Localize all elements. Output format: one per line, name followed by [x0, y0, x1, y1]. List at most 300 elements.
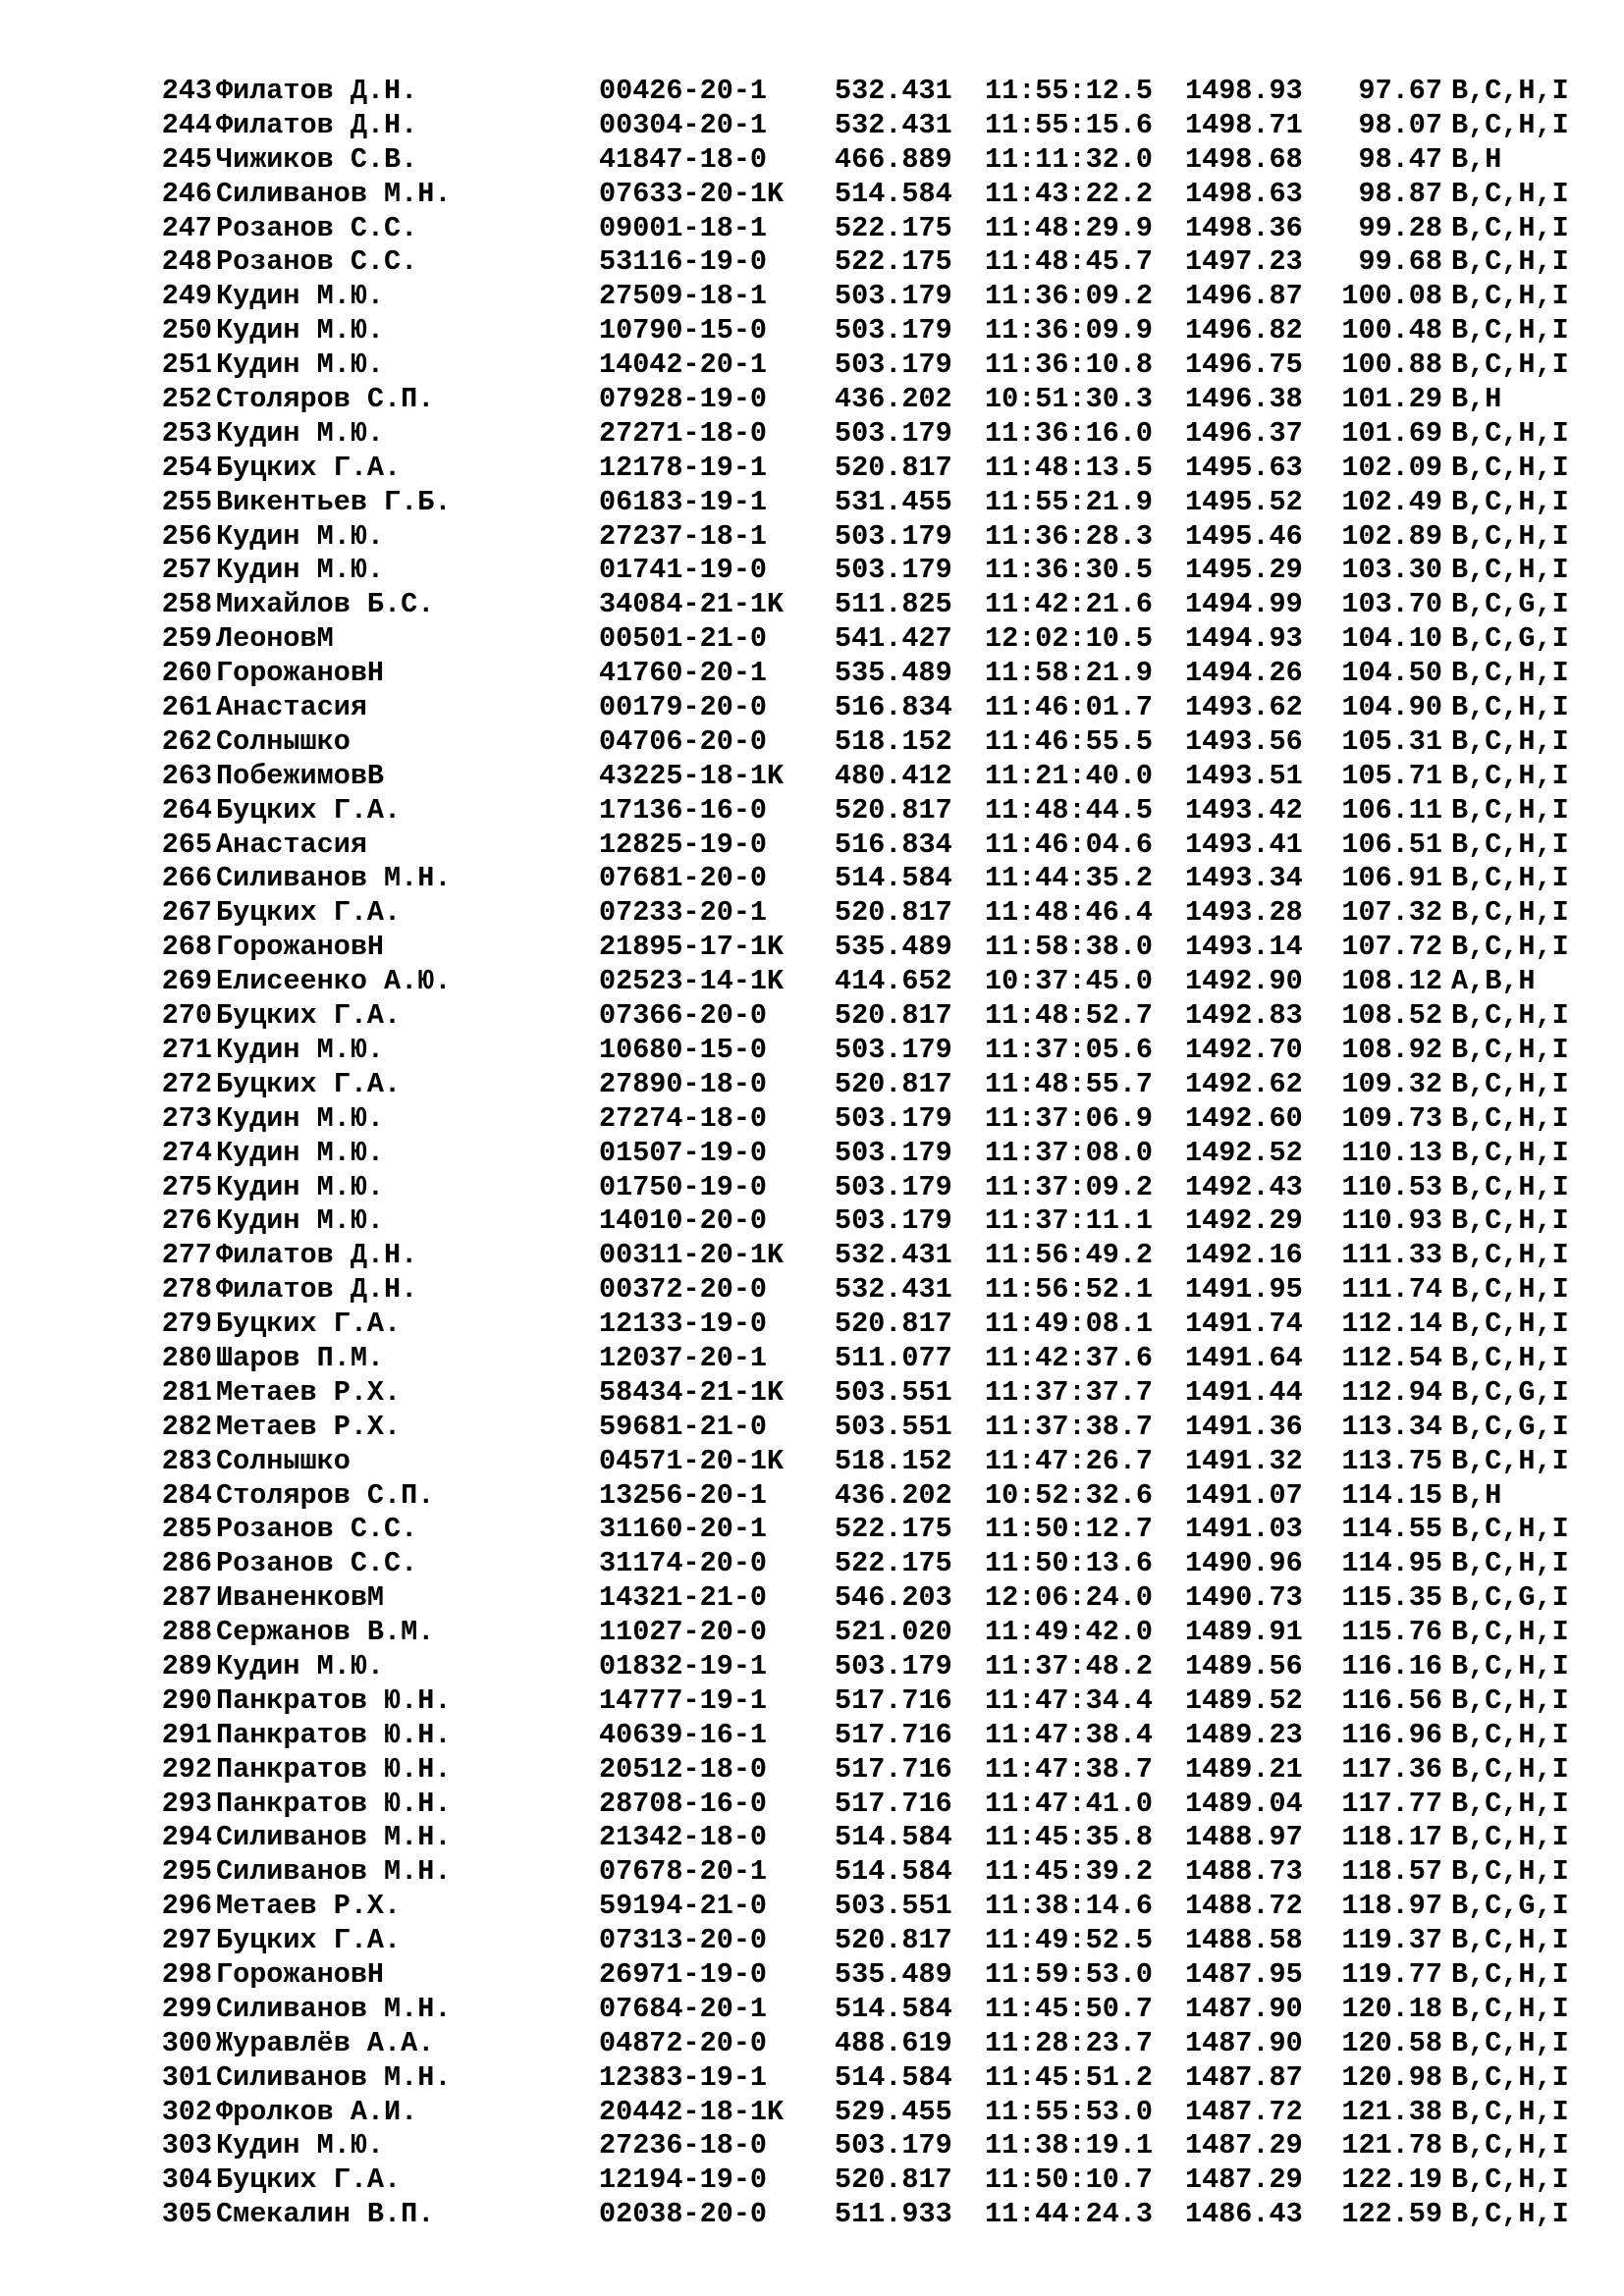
- table-row: [145, 965, 1589, 999]
- coefficient: 111.33: [1341, 1239, 1442, 1272]
- speed: 1487.90: [1185, 1992, 1303, 2025]
- coefficient: 109.73: [1341, 1101, 1442, 1135]
- coefficient: 114.55: [1341, 1513, 1442, 1546]
- ring-id: 21895-17-1K: [599, 931, 785, 964]
- ring-id: 07633-20-1K: [599, 177, 785, 210]
- place-number: 264: [161, 793, 212, 827]
- ring-id: 07681-20-0: [599, 862, 768, 895]
- category-flags: B,C,H,I: [1451, 2060, 1569, 2094]
- speed: 1491.07: [1185, 1478, 1303, 1512]
- table-row: [145, 1719, 1589, 1753]
- ring-id: 14010-20-0: [599, 1204, 768, 1238]
- participant-name: Панкратов Ю.Н.: [216, 1683, 452, 1717]
- speed: 1494.26: [1185, 657, 1303, 690]
- place-number: 248: [161, 245, 212, 279]
- participant-name: ГорожановН: [216, 1957, 385, 1991]
- ring-id: 06183-19-1: [599, 485, 768, 518]
- coefficient: 116.96: [1341, 1718, 1442, 1751]
- coefficient: 107.72: [1341, 931, 1442, 964]
- participant-name: Кудин М.Ю.: [216, 519, 385, 553]
- distance: 521.020: [835, 1616, 952, 1649]
- distance: 532.431: [835, 1239, 952, 1272]
- speed: 1491.03: [1185, 1513, 1303, 1546]
- participant-name: Кудин М.Ю.: [216, 554, 385, 587]
- table-row: [145, 1308, 1589, 1342]
- participant-name: Кудин М.Ю.: [216, 348, 385, 382]
- place-number: 285: [161, 1513, 212, 1546]
- category-flags: B,C,H,I: [1451, 554, 1569, 587]
- arrival-time: 11:28:23.7: [985, 2026, 1154, 2059]
- category-flags: B,C,H,I: [1451, 2095, 1569, 2128]
- speed: 1491.44: [1185, 1375, 1303, 1409]
- arrival-time: 11:50:10.7: [985, 2163, 1154, 2197]
- participant-name: Кудин М.Ю.: [216, 416, 385, 450]
- coefficient: 110.93: [1341, 1204, 1442, 1238]
- arrival-time: 11:37:08.0: [985, 1136, 1154, 1169]
- place-number: 301: [161, 2060, 212, 2094]
- coefficient: 119.77: [1341, 1957, 1442, 1991]
- speed: 1496.87: [1185, 280, 1303, 313]
- arrival-time: 11:48:13.5: [985, 451, 1154, 484]
- ring-id: 26971-19-0: [599, 1957, 768, 1991]
- table-row: [145, 691, 1589, 725]
- arrival-time: 11:37:48.2: [985, 1649, 1154, 1682]
- distance: 514.584: [835, 1821, 952, 1854]
- table-row: [145, 588, 1589, 622]
- table-row: [145, 931, 1589, 965]
- place-number: 268: [161, 931, 212, 964]
- place-number: 273: [161, 1101, 212, 1135]
- arrival-time: 11:44:35.2: [985, 862, 1154, 895]
- participant-name: Солнышко: [216, 1444, 351, 1477]
- coefficient: 106.51: [1341, 828, 1442, 861]
- distance: 514.584: [835, 1992, 952, 2025]
- place-number: 247: [161, 211, 212, 244]
- arrival-time: 11:47:26.7: [985, 1444, 1154, 1477]
- table-row: [145, 760, 1589, 794]
- category-flags: B,C,G,I: [1451, 622, 1569, 656]
- distance: 522.175: [835, 211, 952, 244]
- table-row: [145, 1890, 1589, 1924]
- place-number: 304: [161, 2163, 212, 2197]
- participant-name: Шаров П.М.: [216, 1341, 385, 1374]
- speed: 1489.04: [1185, 1787, 1303, 1820]
- place-number: 250: [161, 314, 212, 347]
- ring-id: 07233-20-1: [599, 896, 768, 930]
- coefficient: 104.90: [1341, 691, 1442, 724]
- category-flags: B,C,H,I: [1451, 862, 1569, 895]
- coefficient: 106.11: [1341, 793, 1442, 827]
- table-row: [145, 1445, 1589, 1479]
- ring-id: 14777-19-1: [599, 1683, 768, 1717]
- arrival-time: 11:21:40.0: [985, 759, 1154, 792]
- distance: 503.551: [835, 1375, 952, 1409]
- distance: 532.431: [835, 108, 952, 141]
- table-row: [145, 1855, 1589, 1890]
- participant-name: Буцких Г.А.: [216, 999, 402, 1033]
- ring-id: 40639-16-1: [599, 1718, 768, 1751]
- place-number: 245: [161, 142, 212, 176]
- distance: 546.203: [835, 1581, 952, 1615]
- table-row: [145, 2163, 1589, 2198]
- distance: 522.175: [835, 1547, 952, 1580]
- ring-id: 27509-18-1: [599, 280, 768, 313]
- participant-name: Силиванов М.Н.: [216, 1821, 452, 1854]
- participant-name: Розанов С.С.: [216, 211, 418, 244]
- place-number: 296: [161, 1890, 212, 1923]
- speed: 1492.29: [1185, 1204, 1303, 1238]
- distance: 516.834: [835, 828, 952, 861]
- arrival-time: 11:48:29.9: [985, 211, 1154, 244]
- arrival-time: 11:42:37.6: [985, 1341, 1154, 1374]
- arrival-time: 11:58:38.0: [985, 931, 1154, 964]
- table-row: [145, 1616, 1589, 1650]
- speed: 1490.73: [1185, 1581, 1303, 1615]
- coefficient: 112.14: [1341, 1308, 1442, 1341]
- ring-id: 02038-20-0: [599, 2198, 768, 2231]
- table-row: [145, 1204, 1589, 1239]
- table-row: [145, 1788, 1589, 1822]
- participant-name: Столяров С.П.: [216, 1478, 435, 1512]
- coefficient: 101.29: [1341, 383, 1442, 416]
- table-row: [145, 1342, 1589, 1376]
- table-row: [145, 554, 1589, 588]
- arrival-time: 12:02:10.5: [985, 622, 1154, 656]
- category-flags: B,C,H,I: [1451, 75, 1569, 107]
- coefficient: 112.54: [1341, 1341, 1442, 1374]
- distance: 517.716: [835, 1683, 952, 1717]
- category-flags: B,C,H,I: [1451, 1992, 1569, 2025]
- coefficient: 105.31: [1341, 724, 1442, 758]
- arrival-time: 10:51:30.3: [985, 383, 1154, 416]
- participant-name: Силиванов М.Н.: [216, 862, 452, 895]
- coefficient: 122.59: [1341, 2198, 1442, 2231]
- arrival-time: 11:48:55.7: [985, 1067, 1154, 1100]
- arrival-time: 11:36:28.3: [985, 519, 1154, 553]
- place-number: 258: [161, 588, 212, 621]
- category-flags: B,C,H,I: [1451, 211, 1569, 244]
- participant-name: Кудин М.Ю.: [216, 1033, 385, 1066]
- table-row: [145, 417, 1589, 452]
- category-flags: B,C,H,I: [1451, 1752, 1569, 1786]
- arrival-time: 11:55:53.0: [985, 2095, 1154, 2128]
- place-number: 265: [161, 828, 212, 861]
- coefficient: 103.70: [1341, 588, 1442, 621]
- speed: 1492.43: [1185, 1170, 1303, 1203]
- category-flags: B,C,H,I: [1451, 280, 1569, 313]
- table-row: [145, 1581, 1589, 1616]
- coefficient: 110.53: [1341, 1170, 1442, 1203]
- arrival-time: 11:37:06.9: [985, 1101, 1154, 1135]
- ring-id: 34084-21-1K: [599, 588, 785, 621]
- coefficient: 105.71: [1341, 759, 1442, 792]
- category-flags: B,C,H,I: [1451, 177, 1569, 210]
- arrival-time: 11:42:21.6: [985, 588, 1154, 621]
- speed: 1496.38: [1185, 383, 1303, 416]
- arrival-time: 11:11:32.0: [985, 142, 1154, 176]
- category-flags: B,C,H,I: [1451, 724, 1569, 758]
- place-number: 303: [161, 2129, 212, 2163]
- distance: 503.179: [835, 348, 952, 382]
- category-flags: B,C,H,I: [1451, 2026, 1569, 2059]
- arrival-time: 11:49:42.0: [985, 1616, 1154, 1649]
- table-row: [145, 383, 1589, 417]
- coefficient: 120.98: [1341, 2060, 1442, 2094]
- participant-name: ИваненковМ: [216, 1581, 385, 1615]
- speed: 1494.93: [1185, 622, 1303, 656]
- participant-name: Буцких Г.А.: [216, 1067, 402, 1100]
- table-row: [145, 896, 1589, 931]
- ring-id: 43225-18-1K: [599, 759, 785, 792]
- arrival-time: 11:55:15.6: [985, 108, 1154, 141]
- arrival-time: 11:46:01.7: [985, 691, 1154, 724]
- coefficient: 121.78: [1341, 2129, 1442, 2163]
- speed: 1493.28: [1185, 896, 1303, 930]
- distance: 541.427: [835, 622, 952, 656]
- participant-name: Анастасия: [216, 691, 367, 724]
- arrival-time: 10:37:45.0: [985, 965, 1154, 998]
- place-number: 293: [161, 1787, 212, 1820]
- distance: 520.817: [835, 793, 952, 827]
- speed: 1492.83: [1185, 999, 1303, 1033]
- coefficient: 100.48: [1341, 314, 1442, 347]
- category-flags: B,C,H,I: [1451, 896, 1569, 930]
- arrival-time: 11:48:44.5: [985, 793, 1154, 827]
- place-number: 262: [161, 724, 212, 758]
- arrival-time: 11:47:38.4: [985, 1718, 1154, 1751]
- place-number: 298: [161, 1957, 212, 1991]
- coefficient: 99.68: [1358, 245, 1442, 279]
- distance: 436.202: [835, 1478, 952, 1512]
- arrival-time: 11:37:37.7: [985, 1375, 1154, 1409]
- distance: 532.431: [835, 1273, 952, 1307]
- ring-id: 12037-20-1: [599, 1341, 768, 1374]
- distance: 503.551: [835, 1410, 952, 1443]
- coefficient: 98.87: [1358, 177, 1442, 210]
- participant-name: Анастасия: [216, 828, 367, 861]
- distance: 480.412: [835, 759, 952, 792]
- place-number: 261: [161, 691, 212, 724]
- ring-id: 14042-20-1: [599, 348, 768, 382]
- arrival-time: 11:36:16.0: [985, 416, 1154, 450]
- table-row: [145, 245, 1589, 280]
- distance: 520.817: [835, 999, 952, 1033]
- participant-name: Чижиков С.В.: [216, 142, 418, 176]
- speed: 1488.73: [1185, 1855, 1303, 1889]
- speed: 1488.97: [1185, 1821, 1303, 1854]
- table-row: [145, 1753, 1589, 1788]
- coefficient: 120.58: [1341, 2026, 1442, 2059]
- coefficient: 108.52: [1341, 999, 1442, 1033]
- distance: 503.551: [835, 1890, 952, 1923]
- participant-name: Розанов С.С.: [216, 1547, 418, 1580]
- participant-name: Силиванов М.Н.: [216, 1992, 452, 2025]
- place-number: 272: [161, 1067, 212, 1100]
- table-row: [145, 1547, 1589, 1581]
- table-row: [145, 1513, 1589, 1547]
- ring-id: 04872-20-0: [599, 2026, 768, 2059]
- speed: 1488.58: [1185, 1924, 1303, 1957]
- speed: 1497.23: [1185, 245, 1303, 279]
- coefficient: 102.89: [1341, 519, 1442, 553]
- arrival-time: 11:36:10.8: [985, 348, 1154, 382]
- speed: 1492.16: [1185, 1239, 1303, 1272]
- arrival-time: 11:50:12.7: [985, 1513, 1154, 1546]
- speed: 1491.74: [1185, 1308, 1303, 1341]
- participant-name: Панкратов Ю.Н.: [216, 1752, 452, 1786]
- speed: 1490.96: [1185, 1547, 1303, 1580]
- distance: 514.584: [835, 1855, 952, 1889]
- speed: 1489.21: [1185, 1752, 1303, 1786]
- speed: 1492.60: [1185, 1101, 1303, 1135]
- category-flags: B,C,H,I: [1451, 657, 1569, 690]
- arrival-time: 11:47:38.7: [985, 1752, 1154, 1786]
- place-number: 289: [161, 1649, 212, 1682]
- place-number: 269: [161, 965, 212, 998]
- arrival-time: 11:43:22.2: [985, 177, 1154, 210]
- coefficient: 119.37: [1341, 1924, 1442, 1957]
- table-row: [145, 1479, 1589, 1514]
- place-number: 288: [161, 1616, 212, 1649]
- coefficient: 115.35: [1341, 1581, 1442, 1615]
- speed: 1491.32: [1185, 1444, 1303, 1477]
- speed: 1487.90: [1185, 2026, 1303, 2059]
- coefficient: 114.95: [1341, 1547, 1442, 1580]
- arrival-time: 11:56:52.1: [985, 1273, 1154, 1307]
- distance: 517.716: [835, 1752, 952, 1786]
- table-row: [145, 1239, 1589, 1273]
- ring-id: 01832-19-1: [599, 1649, 768, 1682]
- distance: 520.817: [835, 2163, 952, 2197]
- coefficient: 108.12: [1341, 965, 1442, 998]
- table-row: [145, 314, 1589, 348]
- coefficient: 118.97: [1341, 1890, 1442, 1923]
- table-row: [145, 1034, 1589, 1068]
- arrival-time: 11:45:39.2: [985, 1855, 1154, 1889]
- place-number: 244: [161, 108, 212, 141]
- speed: 1493.34: [1185, 862, 1303, 895]
- table-row: [145, 862, 1589, 896]
- participant-name: Сержанов В.М.: [216, 1616, 435, 1649]
- participant-name: Кудин М.Ю.: [216, 1649, 385, 1682]
- table-row: [145, 109, 1589, 143]
- category-flags: A,B,H: [1451, 965, 1536, 998]
- speed: 1488.72: [1185, 1890, 1303, 1923]
- table-row: [145, 2129, 1589, 2163]
- participant-name: Розанов С.С.: [216, 245, 418, 279]
- distance: 414.652: [835, 965, 952, 998]
- participant-name: Розанов С.С.: [216, 1513, 418, 1546]
- place-number: 267: [161, 896, 212, 930]
- coefficient: 106.91: [1341, 862, 1442, 895]
- participant-name: Буцких Г.А.: [216, 451, 402, 484]
- place-number: 249: [161, 280, 212, 313]
- speed: 1491.64: [1185, 1341, 1303, 1374]
- distance: 522.175: [835, 1513, 952, 1546]
- category-flags: B,C,H,I: [1451, 1033, 1569, 1066]
- ring-id: 27237-18-1: [599, 519, 768, 553]
- distance: 503.179: [835, 1649, 952, 1682]
- participant-name: Буцких Г.А.: [216, 1308, 402, 1341]
- coefficient: 104.50: [1341, 657, 1442, 690]
- arrival-time: 11:48:52.7: [985, 999, 1154, 1033]
- category-flags: B,C,H,I: [1451, 519, 1569, 553]
- ring-id: 21342-18-0: [599, 1821, 768, 1854]
- coefficient: 118.17: [1341, 1821, 1442, 1854]
- place-number: 274: [161, 1136, 212, 1169]
- place-number: 275: [161, 1170, 212, 1203]
- participant-name: Силиванов М.Н.: [216, 2060, 452, 2094]
- table-row: [145, 1958, 1589, 1993]
- category-flags: B,C,H,I: [1451, 1787, 1569, 1820]
- coefficient: 97.67: [1358, 75, 1442, 107]
- table-row: [145, 725, 1589, 760]
- speed: 1498.93: [1185, 75, 1303, 107]
- category-flags: B,C,H,I: [1451, 1136, 1569, 1169]
- ring-id: 27274-18-0: [599, 1101, 768, 1135]
- distance: 503.179: [835, 554, 952, 587]
- distance: 514.584: [835, 862, 952, 895]
- ring-id: 09001-18-1: [599, 211, 768, 244]
- participant-name: Буцких Г.А.: [216, 896, 402, 930]
- table-row: [145, 75, 1589, 109]
- participant-name: Елисеенко А.Ю.: [216, 965, 452, 998]
- category-flags: B,C,H,I: [1451, 1273, 1569, 1307]
- coefficient: 101.69: [1341, 416, 1442, 450]
- ring-id: 13256-20-1: [599, 1478, 768, 1512]
- distance: 517.716: [835, 1718, 952, 1751]
- speed: 1493.41: [1185, 828, 1303, 861]
- category-flags: B,C,H,I: [1451, 2129, 1569, 2163]
- category-flags: B,C,H,I: [1451, 1308, 1569, 1341]
- table-row: [145, 1684, 1589, 1719]
- category-flags: B,C,H,I: [1451, 1683, 1569, 1717]
- ring-id: 12194-19-0: [599, 2163, 768, 2197]
- participant-name: ГорожановН: [216, 657, 385, 690]
- distance: 517.716: [835, 1787, 952, 1820]
- place-number: 257: [161, 554, 212, 587]
- speed: 1486.43: [1185, 2198, 1303, 2231]
- category-flags: B,C,H,I: [1451, 999, 1569, 1033]
- coefficient: 113.34: [1341, 1410, 1442, 1443]
- table-row: [145, 2027, 1589, 2061]
- arrival-time: 11:38:19.1: [985, 2129, 1154, 2163]
- arrival-time: 12:06:24.0: [985, 1581, 1154, 1615]
- speed: 1492.90: [1185, 965, 1303, 998]
- participant-name: Панкратов Ю.Н.: [216, 1718, 452, 1751]
- speed: 1492.70: [1185, 1033, 1303, 1066]
- table-row: [145, 1924, 1589, 1958]
- coefficient: 115.76: [1341, 1616, 1442, 1649]
- participant-name: ЛеоновМ: [216, 622, 334, 656]
- arrival-time: 11:48:46.4: [985, 896, 1154, 930]
- place-number: 280: [161, 1341, 212, 1374]
- distance: 520.817: [835, 1067, 952, 1100]
- category-flags: B,C,H,I: [1451, 348, 1569, 382]
- arrival-time: 11:48:45.7: [985, 245, 1154, 279]
- category-flags: B,C,H,I: [1451, 793, 1569, 827]
- ring-id: 00179-20-0: [599, 691, 768, 724]
- coefficient: 113.75: [1341, 1444, 1442, 1477]
- category-flags: B,C,H,I: [1451, 1513, 1569, 1546]
- place-number: 300: [161, 2026, 212, 2059]
- category-flags: B,C,H,I: [1451, 1821, 1569, 1854]
- arrival-time: 10:52:32.6: [985, 1478, 1154, 1512]
- place-number: 266: [161, 862, 212, 895]
- coefficient: 112.94: [1341, 1375, 1442, 1409]
- participant-name: Филатов Д.Н.: [216, 108, 418, 141]
- table-row: [145, 828, 1589, 863]
